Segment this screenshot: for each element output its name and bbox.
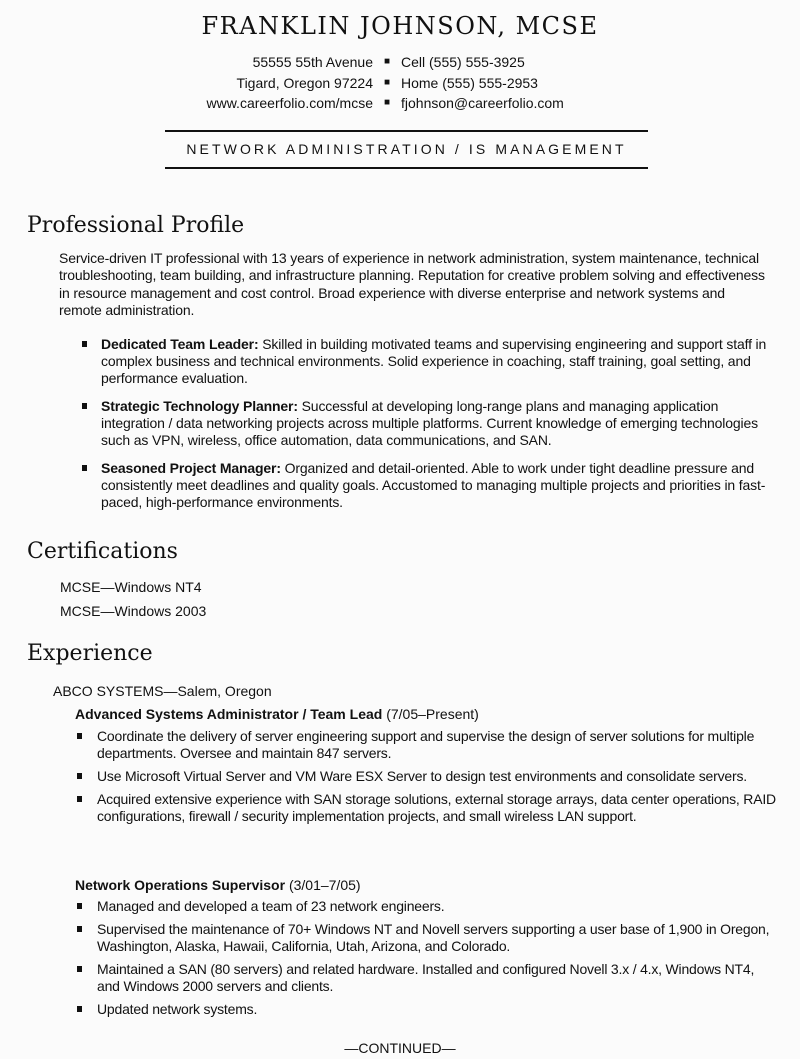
job-title bbox=[75, 877, 361, 893]
list-item bbox=[80, 336, 770, 387]
section-heading-experience: Experience bbox=[27, 641, 153, 666]
candidate-name: FRANKLIN JOHNSON, MCSE bbox=[201, 12, 599, 40]
highlight-text: Successful at developing long-range plans and managing application integration / data networking projects across multiple platforms. Current knowledge of emerging technologies such as VPN, wireless, office automation, data communications, and SAN. bbox=[101, 398, 758, 448]
list-item bbox=[76, 898, 776, 915]
highlight-title: Dedicated Team Leader: bbox=[101, 336, 259, 352]
bullet-text: Managed and developed a team of 23 network engineers. bbox=[97, 898, 445, 914]
job-title-text: Advanced Systems Administrator / Team Lead bbox=[75, 706, 383, 722]
section-heading-certifications: Certifications bbox=[27, 539, 178, 564]
square-bullet-icon bbox=[77, 733, 82, 739]
highlight-title: Seasoned Project Manager: bbox=[101, 460, 281, 476]
bullet-text: Supervised the maintenance of 70+ Windows NT and Novell servers supporting a user base of 1,900 in Oregon, Washington, Alaska, Hawaii, California, Utah, Arizona, and Colorado. bbox=[97, 921, 770, 954]
contact-row bbox=[0, 52, 800, 73]
continued-footer: —CONTINUED— bbox=[344, 1040, 456, 1056]
job-dates: (7/05–Present) bbox=[382, 706, 479, 722]
list-item bbox=[76, 1001, 776, 1018]
list-item bbox=[80, 398, 770, 449]
profile-summary: Service-driven IT professional with 13 years of experience in network administration, system maintenance, technical troubleshooting, team building, and infrastructure planning. Reputation for creative problem solving and effectiveness in resource management and cost control. Broad experience with diverse enterprise and network systems and remote administration. bbox=[59, 250, 765, 318]
home-phone: Home (555) 555-2953 bbox=[401, 74, 538, 91]
contact-block bbox=[0, 52, 800, 114]
list-item bbox=[80, 460, 770, 511]
highlight-text: Skilled in building motivated teams and supervising engineering and support staff in complex business and technical environments. Solid experience in coaching, staff training, goal setting, and performance evaluation. bbox=[101, 336, 767, 386]
job-bullets bbox=[76, 898, 776, 1024]
square-bullet-icon bbox=[77, 773, 82, 779]
address-line-2: Tigard, Oregon 97224 bbox=[236, 74, 373, 91]
bullet-text: Acquired extensive experience with SAN storage solutions, external storage arrays, data center operations, RAID configurations, firewall / security implementation projects, and small wireless LAN support. bbox=[97, 791, 776, 824]
highlight-text: Organized and detail-oriented. Able to work under tight deadline pressure and consistently meet deadlines and quality goals. Accustomed to managing multiple projects and priorities in fast-paced, high-performance environments. bbox=[101, 460, 766, 510]
certification-item: MCSE—Windows NT4 bbox=[60, 579, 202, 595]
job-bullets bbox=[76, 728, 776, 831]
square-bullet-icon bbox=[77, 796, 82, 802]
square-bullet-icon: ■ bbox=[383, 56, 391, 67]
square-bullet-icon bbox=[82, 465, 87, 471]
square-bullet-icon bbox=[77, 903, 82, 909]
bullet-text: Coordinate the delivery of server engineering support and supervise the design of server solutions for multiple departments. Oversee and maintain 847 servers. bbox=[97, 728, 755, 761]
website-link[interactable]: www.careerfolio.com/mcse bbox=[206, 95, 373, 111]
job-dates: (3/01–7/05) bbox=[285, 877, 361, 893]
job-title bbox=[75, 706, 479, 722]
email-link[interactable]: fjohnson@careerfolio.com bbox=[401, 95, 564, 111]
contact-row bbox=[0, 93, 800, 114]
square-bullet-icon: ■ bbox=[383, 97, 391, 108]
address-line-1: 55555 55th Avenue bbox=[252, 54, 373, 70]
square-bullet-icon bbox=[77, 926, 82, 932]
tagline: NETWORK ADMINISTRATION / IS MANAGEMENT bbox=[186, 141, 627, 157]
square-bullet-icon: ■ bbox=[383, 76, 391, 88]
header-rule-top bbox=[165, 130, 648, 132]
list-item bbox=[76, 961, 776, 995]
cell-phone: Cell (555) 555-3925 bbox=[401, 54, 525, 70]
bullet-text: Updated network systems. bbox=[97, 1001, 258, 1017]
square-bullet-icon bbox=[82, 403, 87, 409]
profile-highlights bbox=[80, 336, 770, 522]
bullet-text: Use Microsoft Virtual Server and VM Ware ESX Server to design test environments and consolidate servers. bbox=[97, 768, 747, 784]
bullet-text: Maintained a SAN (80 servers) and related hardware. Installed and configured Novell 3.x / 4.x, Windows NT4, and Windows 2000 servers and clients. bbox=[97, 961, 755, 994]
highlight-title: Strategic Technology Planner: bbox=[101, 398, 298, 414]
list-item bbox=[76, 921, 776, 955]
square-bullet-icon bbox=[77, 1006, 82, 1012]
list-item bbox=[76, 768, 776, 785]
company-name: ABCO SYSTEMS—Salem, Oregon bbox=[53, 683, 272, 699]
contact-row bbox=[0, 73, 800, 94]
square-bullet-icon bbox=[77, 966, 82, 972]
section-heading-profile: Professional Profile bbox=[27, 213, 245, 238]
square-bullet-icon bbox=[82, 341, 87, 347]
list-item bbox=[76, 728, 776, 762]
header-rule-bottom bbox=[165, 167, 648, 169]
certification-item: MCSE—Windows 2003 bbox=[60, 603, 207, 619]
job-title-text: Network Operations Supervisor bbox=[75, 877, 286, 893]
list-item bbox=[76, 791, 776, 825]
